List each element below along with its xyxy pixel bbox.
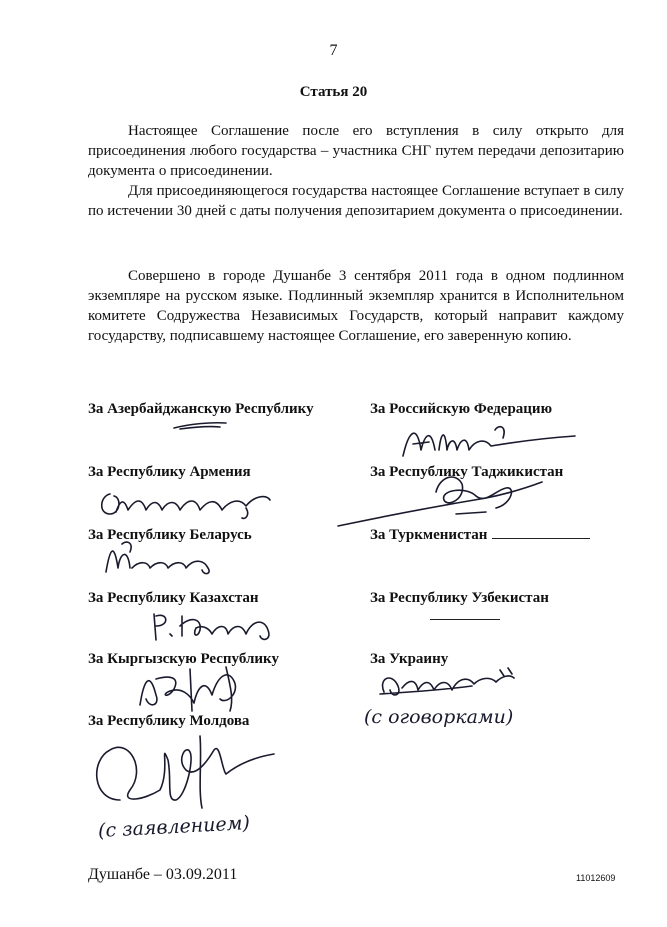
- signatory-uzbekistan: За Республику Узбекистан: [370, 590, 549, 606]
- signatory-moldova: За Республику Молдова: [88, 713, 250, 729]
- signature-kyrgyzstan: [130, 665, 250, 715]
- signatory-kyrgyzstan: За Кыргызскую Республику: [88, 651, 279, 667]
- paragraph-accession: Настоящее Соглашение после его вступления в силу открыто для присоединения любого государства – участника СНГ путем передачи депозитарию документа о присоединении.: [88, 123, 624, 179]
- signatory-russia: За Российскую Федерацию: [370, 401, 553, 417]
- signature-moldova: [90, 730, 280, 812]
- signatory-belarus: За Республику Беларусь: [88, 527, 252, 543]
- article-title: Статья 20: [299, 84, 368, 100]
- signature-line-uzbekistan: [430, 619, 500, 620]
- ukraine-reservation-note: (с оговорками): [364, 706, 514, 728]
- signatory-ukraine: За Украину: [370, 651, 449, 667]
- signature-ukraine: [372, 668, 522, 702]
- signatory-armenia: За Республику Армения: [88, 464, 251, 480]
- document-code: 11012609: [576, 873, 616, 883]
- signature-azerbaijan: [170, 418, 230, 432]
- signature-belarus: [100, 538, 220, 578]
- signature-line-turkmenistan: [492, 538, 590, 539]
- signatory-tajikistan: За Республику Таджикистан: [370, 464, 564, 480]
- signatory-azerbaijan: За Азербайджанскую Республику: [88, 401, 314, 417]
- paragraph-done-at: Совершено в городе Душанбе 3 сентября 2011 года в одном подлинном экземпляре на русском языке. Подлинный экземпляр хранится в Исполнительном комитете Содружества Независимых Государств, который направит каждому государству, подписавшему настоящее Соглашение, его заверенную копию.: [88, 268, 624, 344]
- moldova-statement-note: (с заявлением): [97, 812, 251, 842]
- signatory-turkmenistan: За Туркменистан: [370, 527, 488, 543]
- signature-russia: [395, 420, 595, 470]
- page-number: 7: [329, 42, 338, 59]
- paragraph-entry-into-force: Для присоединяющегося государства настоящее Соглашение вступает в силу по истечении 30 дней с даты получения депозитарием документа о присоединении.: [88, 183, 624, 219]
- signature-tajikistan: [336, 468, 546, 538]
- footer-place-date: Душанбе – 03.09.2011: [88, 866, 238, 883]
- signature-armenia: [96, 484, 276, 522]
- signatory-kazakhstan: За Республику Казахстан: [88, 590, 259, 606]
- signature-kazakhstan: [146, 606, 286, 646]
